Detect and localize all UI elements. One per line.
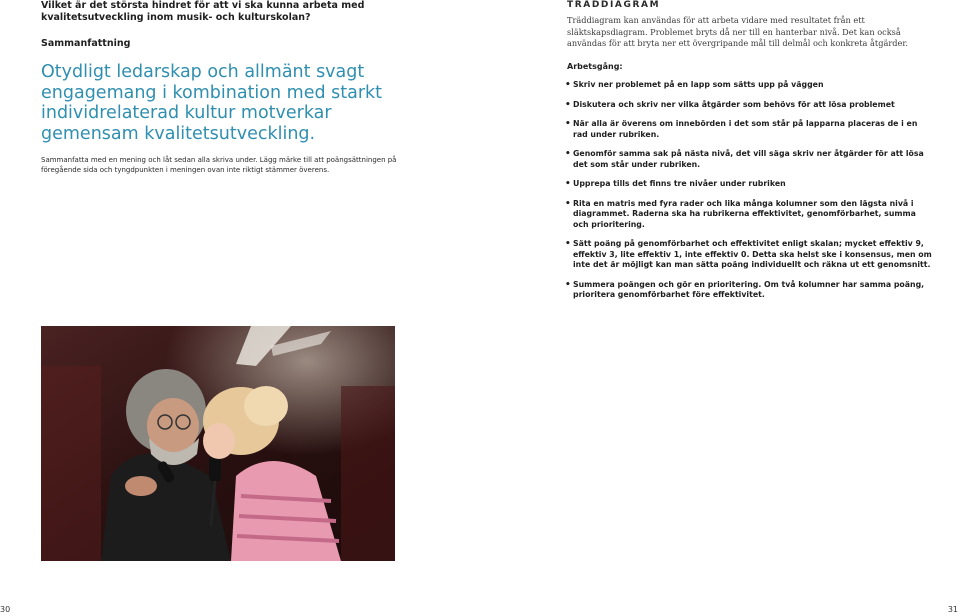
list-item: • När alla är överens om innebörden i det som står på lapparna placeras de i en rad under rubriken. bbox=[565, 119, 933, 140]
photo-man-and-girl-with-microphones bbox=[41, 326, 395, 561]
workflow-steps bbox=[565, 80, 933, 301]
list-item: • Rita en matris med fyra rader och lika många kolumner som den lägsta nivå i diagrammet. Raderna ska ha rubrikerna effektivitet, genomförbarhet, summa och prioritering. bbox=[565, 199, 933, 231]
list-item: • Diskutera och skriv ner vilka åtgärder som behövs för att lösa problemet bbox=[565, 100, 933, 111]
section-title: TRÄDDIAGRAM bbox=[567, 0, 661, 10]
section-description: Träddiagram kan användas för att arbeta vidare med resultatet från ett släktskapsdiagram. Problemet bryts då ner till en hanterbar nivå. Det kan också användas för att bryta ner ett övergripande mål till delmål och konkreta åtgärder. bbox=[567, 15, 908, 48]
question-heading: Vilket är det största hindret för att vi ska kunna arbeta med kvalitetsutveckling inom musik- och kulturskolan? bbox=[41, 0, 365, 23]
page-number-left: 30 bbox=[0, 605, 11, 614]
list-item: • Summera poängen och gör en prioritering. Om två kolumner har samma poäng, prioritera genomförbarhet före effektivitet. bbox=[565, 280, 933, 301]
list-item: • Sätt poäng på genomförbarhet och effektivitet enligt skalan; mycket effektiv 9, effektiv 3, lite effektiv 1, inte effektiv 0. Detta ska helst ske i konsensus, men om inte det är möjligt kan man sätta poäng individuellt och räkna ut ett genomsnitt. bbox=[565, 239, 933, 271]
list-item: • Genomför samma sak på nästa nivå, det vill säga skriv ner åtgärder för att lösa det som står under rubriken. bbox=[565, 149, 933, 170]
list-item: • Skriv ner problemet på en lapp som sätts upp på väggen bbox=[565, 80, 933, 91]
workflow-label: Arbetsgång: bbox=[567, 62, 623, 71]
summary-instructions: Sammanfatta med en mening och låt sedan alla skriva under. Lägg märke till att poängsättningen på föregående sida och tyngdpunkten i meningen ovan inte riktigt stämmer överens. bbox=[41, 156, 397, 174]
list-item: • Upprepa tills det finns tre nivåer under rubriken bbox=[565, 179, 933, 190]
summary-headline: Otydligt ledarskap och allmänt svagt engagemang i kombination med starkt individrelaterad kultur motverkar gemensam kvalitetsutveckling. bbox=[41, 62, 383, 144]
summary-label: Sammanfattning bbox=[41, 38, 131, 49]
page-number-right: 31 bbox=[947, 605, 958, 614]
